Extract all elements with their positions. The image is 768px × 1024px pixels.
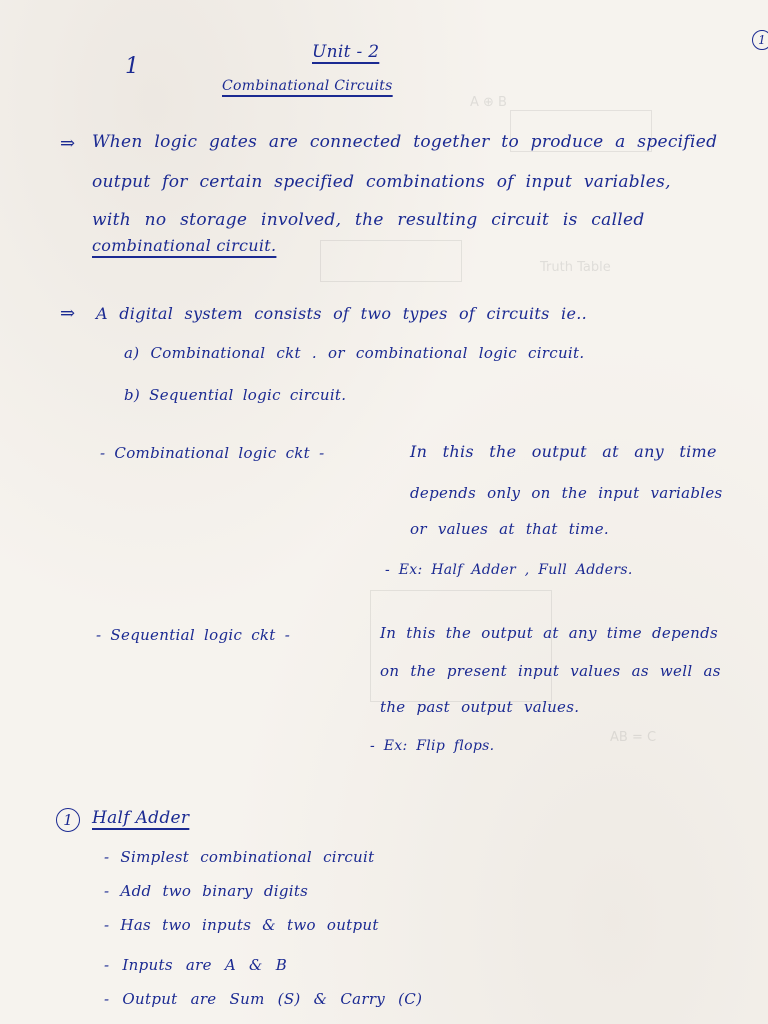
margin-mark: 1 [125,54,140,79]
section-heading: Half Adder [92,808,190,828]
para1-line-2: output for certain specified combinations of input variables, [92,172,671,192]
seq-example: - Ex: Flip flops. [370,738,495,754]
seq-desc-1: In this the output at any time depends [380,624,719,642]
comb-label: - Combinational logic ckt - [100,444,325,462]
seq-desc-3: the past output values. [380,698,580,716]
unit-heading: Unit - 2 [312,42,380,62]
bleed-through-box [370,590,552,702]
para1-line-3: with no storage involved, the resulting circuit is called [92,210,645,230]
half-adder-point: - Output are Sum (S) & Carry (C) [104,990,423,1008]
bleed-through-text: Truth Table [540,260,611,275]
section-number: 1 [56,808,80,832]
para2-item-b: b) Sequential logic circuit. [124,386,347,404]
page-number: 1 [752,30,768,50]
comb-desc-3: or values at that time. [410,520,609,538]
seq-desc-2: on the present input values as well as [380,662,721,680]
half-adder-point: - Has two inputs & two output [104,916,379,934]
comb-desc-1: In this the output at any time [410,442,717,461]
para1-line-4: combinational circuit. [92,236,277,255]
bleed-through-box [320,240,462,282]
bleed-through-text: A ⊕ B [470,95,507,110]
bleed-through-text: AB = C [610,730,657,745]
comb-example: - Ex: Half Adder , Full Adders. [385,562,633,578]
bullet-arrow-icon: ⇒ [60,303,76,324]
half-adder-point: - Add two binary digits [104,882,309,900]
bullet-arrow-icon: ⇒ [60,133,76,154]
seq-label: - Sequential logic ckt - [96,626,291,644]
para2-intro: A digital system consists of two types of circuits ie.. [96,304,588,323]
half-adder-point: - Inputs are A & B [104,956,288,974]
page-title: Combinational Circuits [222,78,393,94]
para1-line-1: When logic gates are connected together to produce a specified [92,132,718,152]
comb-desc-2: depends only on the input variables [410,484,723,502]
para2-item-a: a) Combinational ckt . or combinational logic circuit. [124,344,585,362]
half-adder-point: - Simplest combinational circuit [104,848,375,866]
